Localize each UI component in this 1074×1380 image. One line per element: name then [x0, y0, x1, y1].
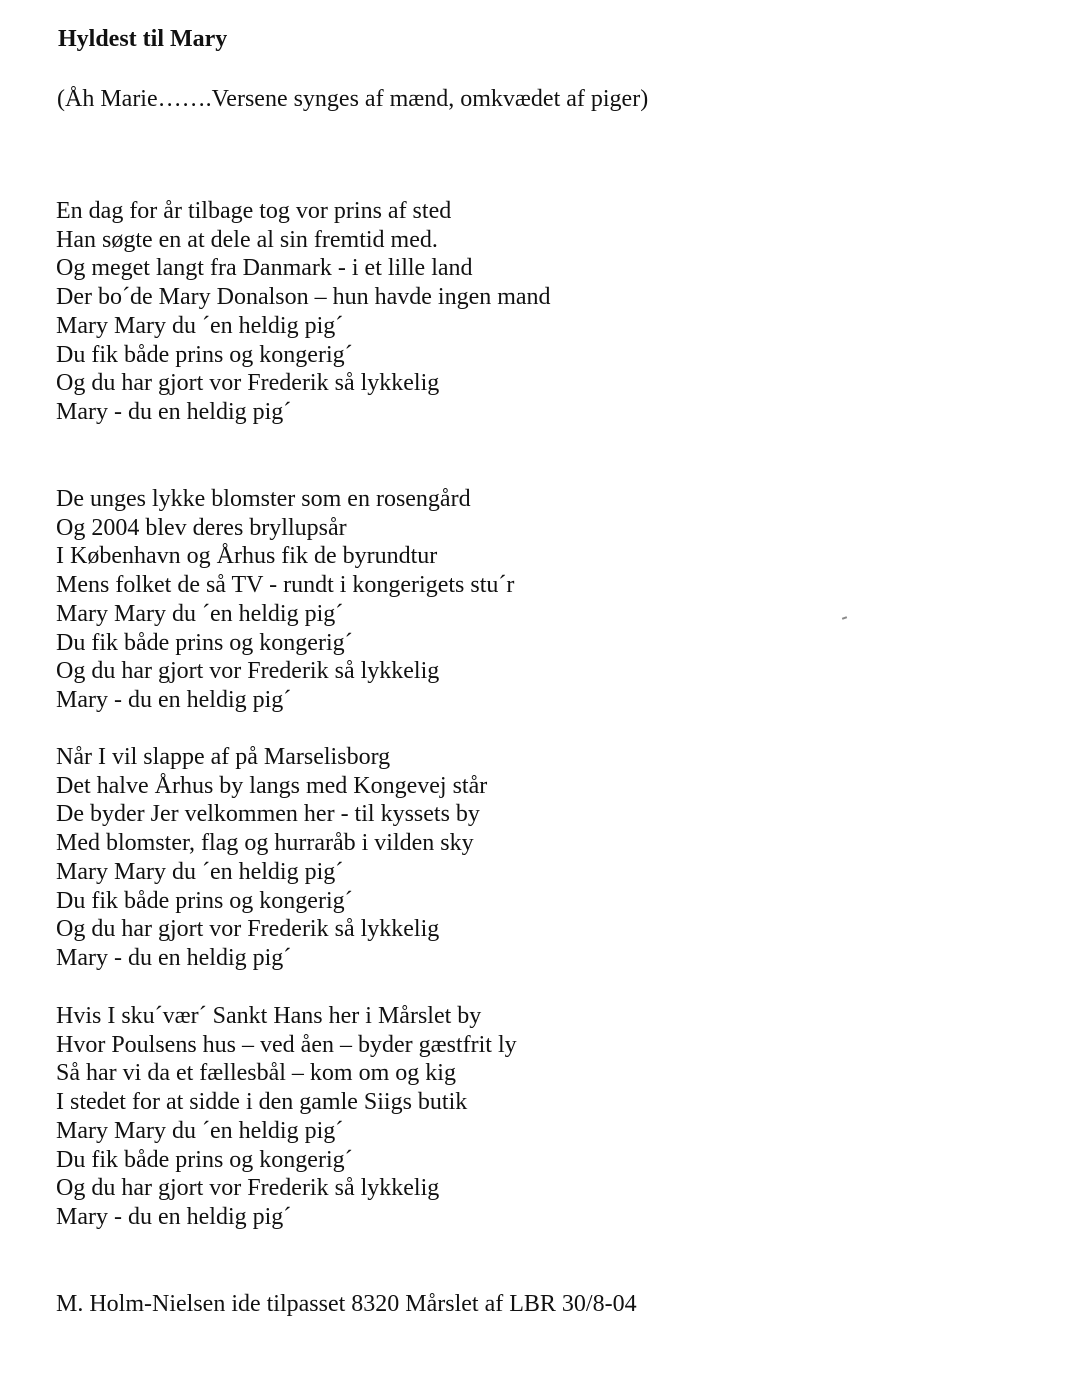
chorus-line: Mary - du en heldig pig´: [56, 944, 292, 971]
chorus-line: Du fik både prins og kongerig´: [56, 887, 353, 914]
verse-line: Når I vil slappe af på Marselisborg: [56, 744, 391, 770]
chorus-line: Du fik både prins og kongerig´: [56, 341, 353, 368]
verse-2: [56, 485, 514, 715]
verse-line: Der bo´de Mary Donalson – hun havde ingen mand: [56, 284, 551, 311]
chorus-line: Mary Mary du ´en heldig pig´: [56, 1117, 344, 1144]
chorus-line: Mary - du en heldig pig´: [56, 686, 292, 713]
chorus-line: Mary - du en heldig pig´: [56, 398, 292, 425]
verse-line: De byder Jer velkommen her - til kyssets by: [56, 801, 480, 828]
chorus-line: Og du har gjort vor Frederik så lykkelig: [56, 370, 440, 397]
chorus-line: Og du har gjort vor Frederik så lykkelig: [56, 658, 440, 685]
chorus-line: Og du har gjort vor Frederik så lykkelig: [56, 916, 440, 943]
verse-line: Så har vi da et fællesbål – kom om og kig: [56, 1060, 456, 1087]
chorus-line: Du fik både prins og kongerig´: [56, 629, 353, 656]
chorus-line: Mary - du en heldig pig´: [56, 1203, 292, 1230]
verse-line: Det halve Århus by langs med Kongevej står: [56, 772, 488, 799]
verse-line: Hvor Poulsens hus – ved åen – byder gæstfrit ly: [56, 1031, 517, 1058]
chorus-line: Mary Mary du ´en heldig pig´: [56, 312, 344, 339]
attribution-footer: M. Holm-Nielsen ide tilpasset 8320 Mårslet af LBR 30/8-04: [56, 1291, 637, 1317]
verse-line: Med blomster, flag og hurraråb i vilden sky: [56, 830, 474, 857]
verse-line: Han søgte en at dele al sin fremtid med.: [56, 226, 438, 253]
verse-line: En dag for år tilbage tog vor prins af sted: [56, 198, 452, 224]
verse-line: Og meget langt fra Danmark - i et lille land: [56, 255, 473, 282]
chorus-line: Mary Mary du ´en heldig pig´: [56, 858, 344, 885]
verse-1: [56, 197, 551, 427]
verse-line: Og 2004 blev deres bryllupsår: [56, 514, 347, 541]
song-title: Hyldest til Mary: [58, 26, 228, 52]
song-subtitle: (Åh Marie…….Versene synges af mænd, omkvædet af piger): [57, 86, 649, 112]
verse-line: Mens folket de så TV - rundt i kongerigets stu´r: [56, 572, 515, 599]
verse-line: I København og Århus fik de byrundtur: [56, 543, 438, 570]
verse-4: [56, 1002, 517, 1232]
verse-line: De unges lykke blomster som en rosengård: [56, 486, 471, 512]
chorus-line: Og du har gjort vor Frederik så lykkelig: [56, 1175, 440, 1202]
verse-line: Hvis I sku´vær´ Sankt Hans her i Mårslet by: [56, 1003, 482, 1029]
verse-line: I stedet for at sidde i den gamle Siigs butik: [56, 1089, 468, 1116]
scan-speck: [842, 616, 847, 620]
chorus-line: Mary Mary du ´en heldig pig´: [56, 600, 344, 627]
verse-3: [56, 743, 487, 973]
chorus-line: Du fik både prins og kongerig´: [56, 1146, 353, 1173]
